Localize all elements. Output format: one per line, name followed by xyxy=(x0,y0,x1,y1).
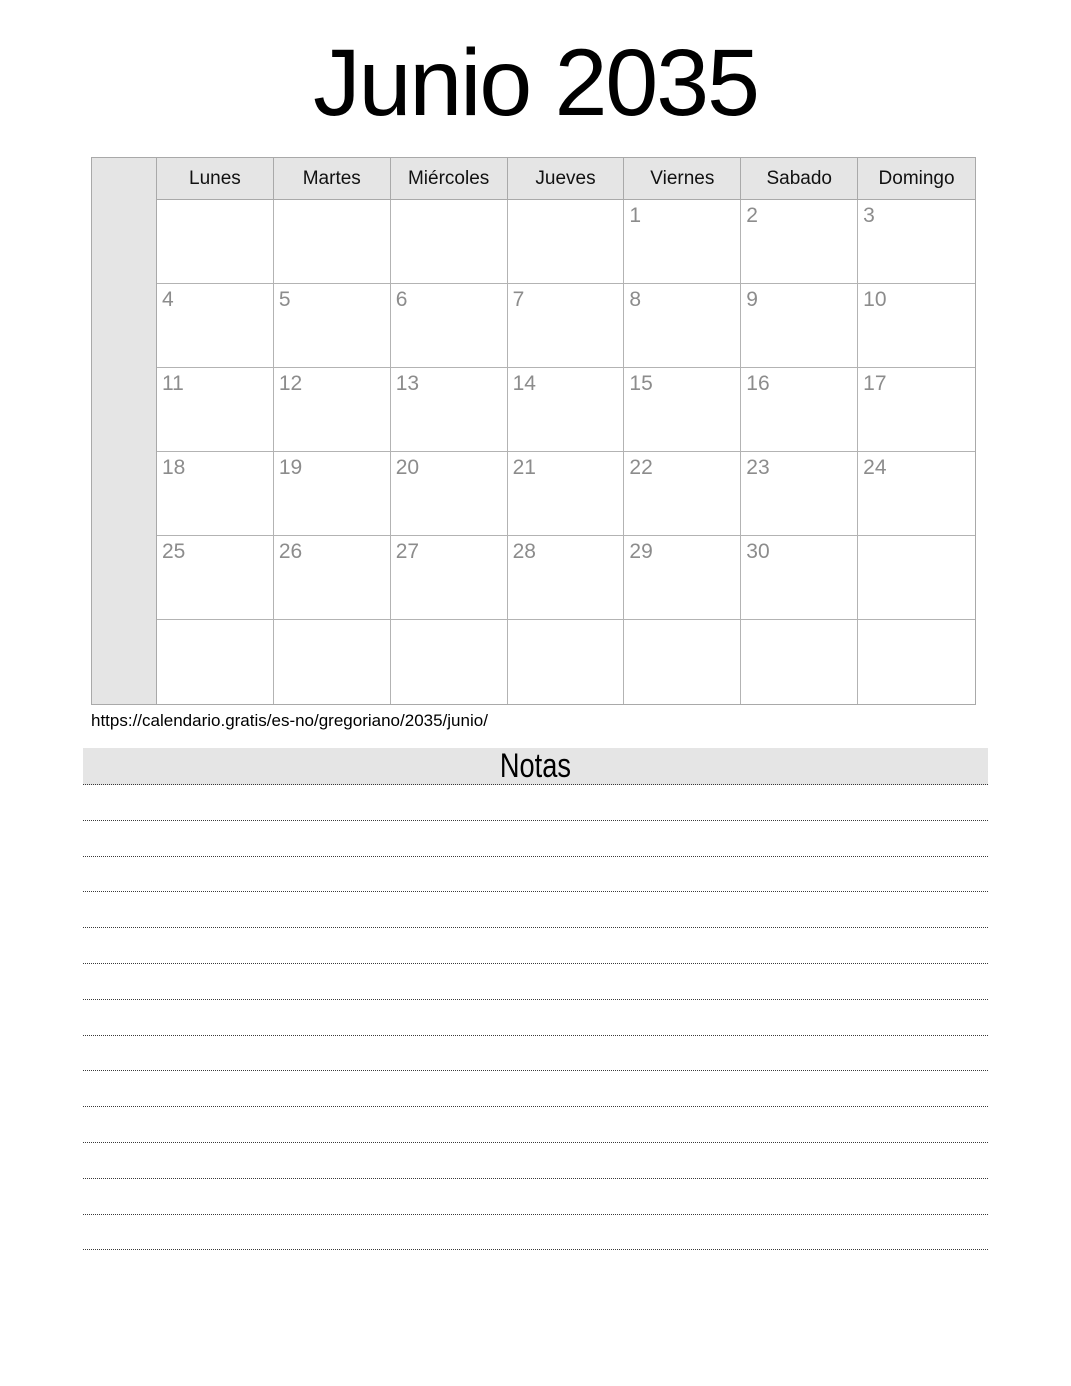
day-cell-18: 18 xyxy=(157,452,274,536)
day-cell-13: 13 xyxy=(391,368,508,452)
note-line xyxy=(83,1143,988,1179)
calendar-week-row xyxy=(157,284,975,368)
notes-lines xyxy=(83,785,988,1250)
day-cell-empty xyxy=(858,620,975,704)
day-cell-2: 2 xyxy=(741,200,858,284)
day-cell-empty xyxy=(274,200,391,284)
day-cell-29: 29 xyxy=(624,536,741,620)
calendar-header-row xyxy=(157,158,975,200)
weekday-header-lunes: Lunes xyxy=(157,158,274,200)
weekday-header-miercoles: Miércoles xyxy=(391,158,508,200)
note-line xyxy=(83,1179,988,1215)
day-cell-empty xyxy=(391,620,508,704)
day-cell-19: 19 xyxy=(274,452,391,536)
day-cell-5: 5 xyxy=(274,284,391,368)
notes-heading-label: Notas xyxy=(499,747,572,785)
day-cell-3: 3 xyxy=(858,200,975,284)
day-cell-6: 6 xyxy=(391,284,508,368)
calendar-week-row xyxy=(157,200,975,284)
day-cell-11: 11 xyxy=(157,368,274,452)
calendar-week-row xyxy=(157,452,975,536)
note-line xyxy=(83,1000,988,1036)
day-cell-17: 17 xyxy=(858,368,975,452)
day-cell-26: 26 xyxy=(274,536,391,620)
note-line xyxy=(83,928,988,964)
day-cell-9: 9 xyxy=(741,284,858,368)
day-cell-empty xyxy=(858,536,975,620)
day-cell-empty xyxy=(157,200,274,284)
day-cell-22: 22 xyxy=(624,452,741,536)
note-line xyxy=(83,821,988,857)
notes-heading xyxy=(83,748,988,785)
weekday-header-martes: Martes xyxy=(274,158,391,200)
note-line xyxy=(83,964,988,1000)
day-cell-empty xyxy=(274,620,391,704)
day-cell-12: 12 xyxy=(274,368,391,452)
day-cell-empty xyxy=(741,620,858,704)
day-cell-21: 21 xyxy=(508,452,625,536)
day-cell-empty xyxy=(508,200,625,284)
calendar-main xyxy=(157,158,975,704)
weekday-header-jueves: Jueves xyxy=(508,158,625,200)
weekday-header-viernes: Viernes xyxy=(624,158,741,200)
day-cell-23: 23 xyxy=(741,452,858,536)
calendar-week-row xyxy=(157,368,975,452)
day-cell-empty xyxy=(391,200,508,284)
note-line xyxy=(83,857,988,893)
note-line xyxy=(83,1107,988,1143)
weekday-header-domingo: Domingo xyxy=(858,158,975,200)
day-cell-8: 8 xyxy=(624,284,741,368)
calendar-body xyxy=(157,200,975,704)
day-cell-15: 15 xyxy=(624,368,741,452)
note-line xyxy=(83,892,988,928)
day-cell-1: 1 xyxy=(624,200,741,284)
weekday-header-sabado: Sabado xyxy=(741,158,858,200)
day-cell-25: 25 xyxy=(157,536,274,620)
page-title: Junio 2035 xyxy=(313,30,758,136)
note-line xyxy=(83,1215,988,1251)
day-cell-4: 4 xyxy=(157,284,274,368)
note-line xyxy=(83,1071,988,1107)
day-cell-empty xyxy=(508,620,625,704)
calendar-source-url: https://calendario.gratis/es-no/gregoriano/2035/junio/ xyxy=(91,711,488,730)
day-cell-10: 10 xyxy=(858,284,975,368)
day-cell-empty xyxy=(157,620,274,704)
notes-section xyxy=(83,748,988,1250)
day-cell-7: 7 xyxy=(508,284,625,368)
day-cell-20: 20 xyxy=(391,452,508,536)
week-number-column xyxy=(92,158,157,704)
day-cell-16: 16 xyxy=(741,368,858,452)
day-cell-14: 14 xyxy=(508,368,625,452)
calendar-week-row xyxy=(157,536,975,620)
day-cell-empty xyxy=(624,620,741,704)
day-cell-30: 30 xyxy=(741,536,858,620)
calendar-week-row xyxy=(157,620,975,704)
calendar-table xyxy=(91,157,976,705)
day-cell-28: 28 xyxy=(508,536,625,620)
day-cell-24: 24 xyxy=(858,452,975,536)
day-cell-27: 27 xyxy=(391,536,508,620)
note-line xyxy=(83,1036,988,1072)
note-line xyxy=(83,785,988,821)
